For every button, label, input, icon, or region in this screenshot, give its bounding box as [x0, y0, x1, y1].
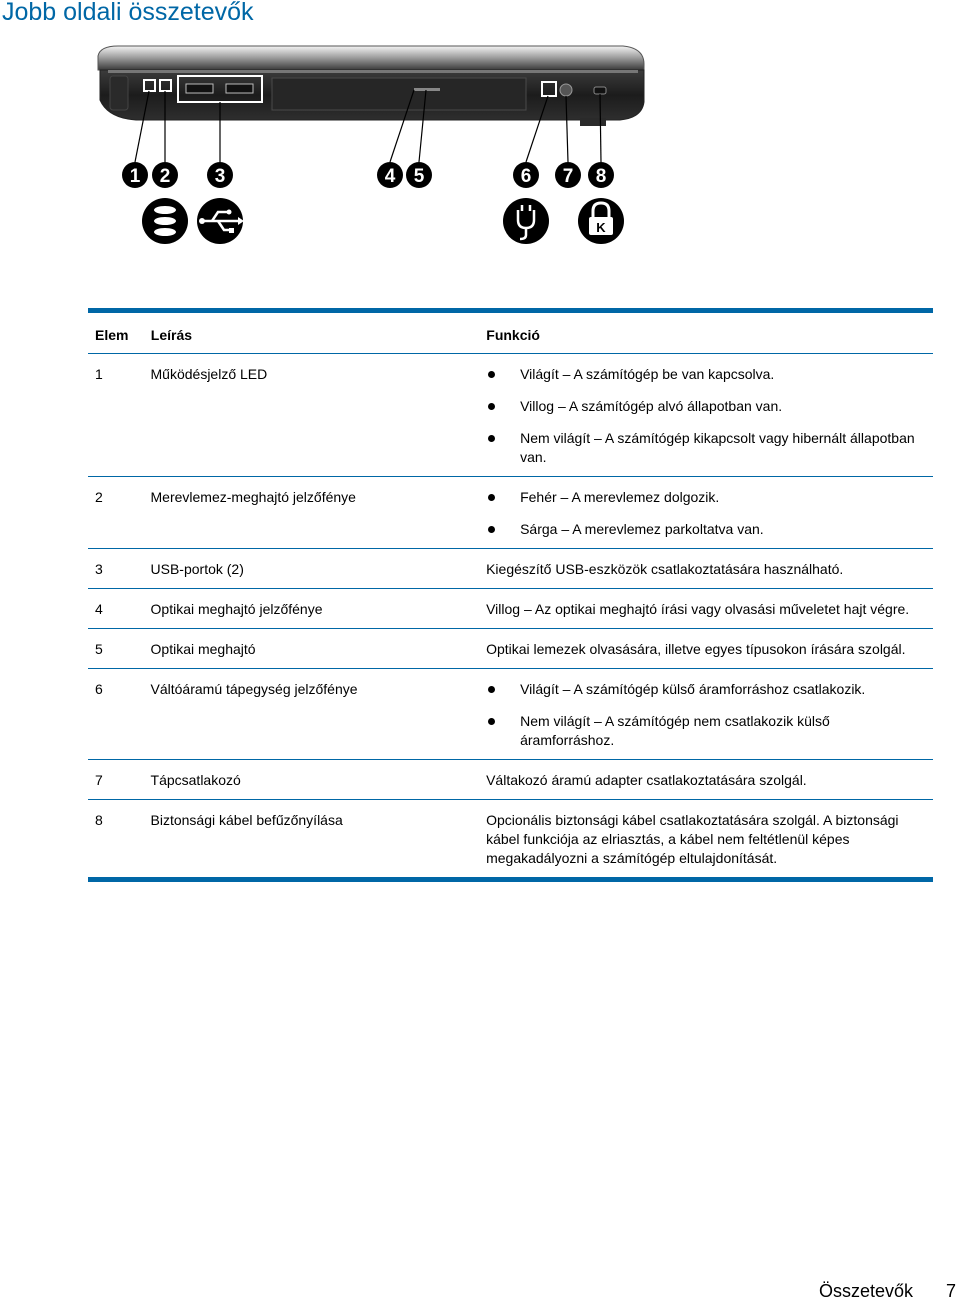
row-desc: Biztonsági kábel befűzőnyílása: [151, 800, 487, 878]
callout-1: [122, 162, 148, 188]
list-item: [486, 397, 927, 416]
row-desc: Váltóáramú tápegység jelzőfénye: [151, 669, 487, 760]
table-row: [88, 629, 933, 669]
bullet-icon: [488, 435, 495, 442]
security-lock-icon: [578, 198, 624, 244]
drive-icon: [142, 198, 188, 244]
bullet-text: Nem világít – A számítógép nem csatlakozik külső áramforráshoz.: [520, 713, 830, 748]
row-desc: Tápcsatlakozó: [151, 760, 487, 800]
callout-number: 1: [129, 166, 141, 187]
callout-number: 4: [384, 166, 396, 187]
row-elem: 1: [95, 366, 103, 382]
callout-number: 6: [520, 166, 532, 187]
list-item: [486, 488, 927, 507]
page-footer: [819, 1281, 956, 1302]
bullet-icon: [488, 686, 495, 693]
bullet-icon: [488, 494, 495, 501]
row-func: Villog – Az optikai meghajtó írási vagy olvasási műveletet hajt végre.: [486, 589, 933, 629]
row-func: [486, 354, 933, 477]
row-elem: 6: [88, 669, 151, 760]
row-desc: Optikai meghajtó jelzőfénye: [151, 589, 487, 629]
callout-8: [588, 162, 614, 188]
laptop-side-illustration: [98, 46, 644, 126]
callout-7: [555, 162, 581, 188]
bullet-text: Villog – A számítógép alvó állapotban van.: [520, 398, 783, 414]
bullet-text: Fehér – A merevlemez dolgozik.: [520, 489, 720, 505]
page-title: Jobb oldali összetevők: [2, 0, 254, 26]
callout-4: [377, 162, 403, 188]
table-row: [88, 589, 933, 629]
table-row: [88, 669, 933, 760]
callout-number: 3: [214, 166, 226, 187]
row-func: [486, 477, 933, 549]
callout-6: [513, 162, 539, 188]
svg-text:K: K: [596, 220, 606, 235]
callout-2: [152, 162, 178, 188]
row-elem: 4: [88, 589, 151, 629]
table-header-row: [88, 313, 933, 353]
bullet-text: Világít – A számítógép külső áramforráshoz csatlakozik.: [520, 681, 866, 697]
row-elem: 7: [88, 760, 151, 800]
page-number: 7: [945, 1281, 956, 1301]
list-item: [486, 520, 927, 539]
row-desc: USB-portok (2): [151, 549, 487, 589]
callout-number: 8: [595, 166, 607, 187]
footer-section-title: Összetevők: [818, 1281, 913, 1301]
list-item: [486, 680, 927, 699]
table-bottom-rule: [88, 877, 933, 882]
row-desc: Merevlemez-meghajtó jelzőfénye: [151, 477, 487, 549]
bullet-text: Nem világít – A számítógép kikapcsolt vagy hibernált állapotban van.: [520, 430, 915, 465]
bullet-icon: [488, 403, 495, 410]
callout-number: 2: [159, 166, 171, 187]
usb-icon: [197, 198, 244, 244]
list-item: [486, 429, 927, 467]
row-func: Kiegészítő USB-eszközök csatlakoztatására használható.: [486, 549, 933, 589]
callout-number: 5: [413, 166, 425, 187]
table-row: [88, 760, 933, 800]
callout-5: [406, 162, 432, 188]
component-table: [88, 308, 933, 882]
header-desc: Leírás: [150, 327, 193, 343]
bullet-icon: [488, 526, 495, 533]
table-row: [88, 354, 933, 477]
list-item: [486, 712, 927, 750]
bullet-icon: [488, 718, 495, 725]
bullet-text: Sárga – A merevlemez parkoltatva van.: [520, 521, 764, 537]
table-row: [88, 800, 933, 878]
row-elem: 3: [88, 549, 151, 589]
bullet-icon: [488, 371, 495, 378]
header-func: Funkció: [486, 327, 540, 343]
callout-number: 7: [562, 166, 574, 187]
table-row: [88, 477, 933, 549]
power-plug-icon: [503, 198, 549, 244]
row-desc: Működésjelző LED: [150, 366, 268, 382]
row-func: Opcionális biztonsági kábel csatlakoztatására szolgál. A biztonsági kábel funkciója az elriasztás, a kábel nem feltétlenül képes megakadályozni a számítógép eltulajdonítását.: [486, 800, 933, 878]
row-elem: 8: [88, 800, 151, 878]
row-func: Optikai lemezek olvasására, illetve egyes típusokon írására szolgál.: [486, 629, 933, 669]
row-func: Váltakozó áramú adapter csatlakoztatására szolgál.: [486, 760, 933, 800]
row-desc: Optikai meghajtó: [151, 629, 487, 669]
laptop-right-side-figure: [88, 40, 650, 302]
row-elem: 5: [88, 629, 151, 669]
header-elem: Elem: [95, 327, 129, 343]
list-item: [486, 365, 927, 384]
bullet-text: Világít – A számítógép be van kapcsolva.: [520, 366, 775, 382]
row-func: [486, 669, 933, 760]
table-row: [88, 549, 933, 589]
callout-3: [207, 162, 233, 188]
row-elem: 2: [88, 477, 151, 549]
